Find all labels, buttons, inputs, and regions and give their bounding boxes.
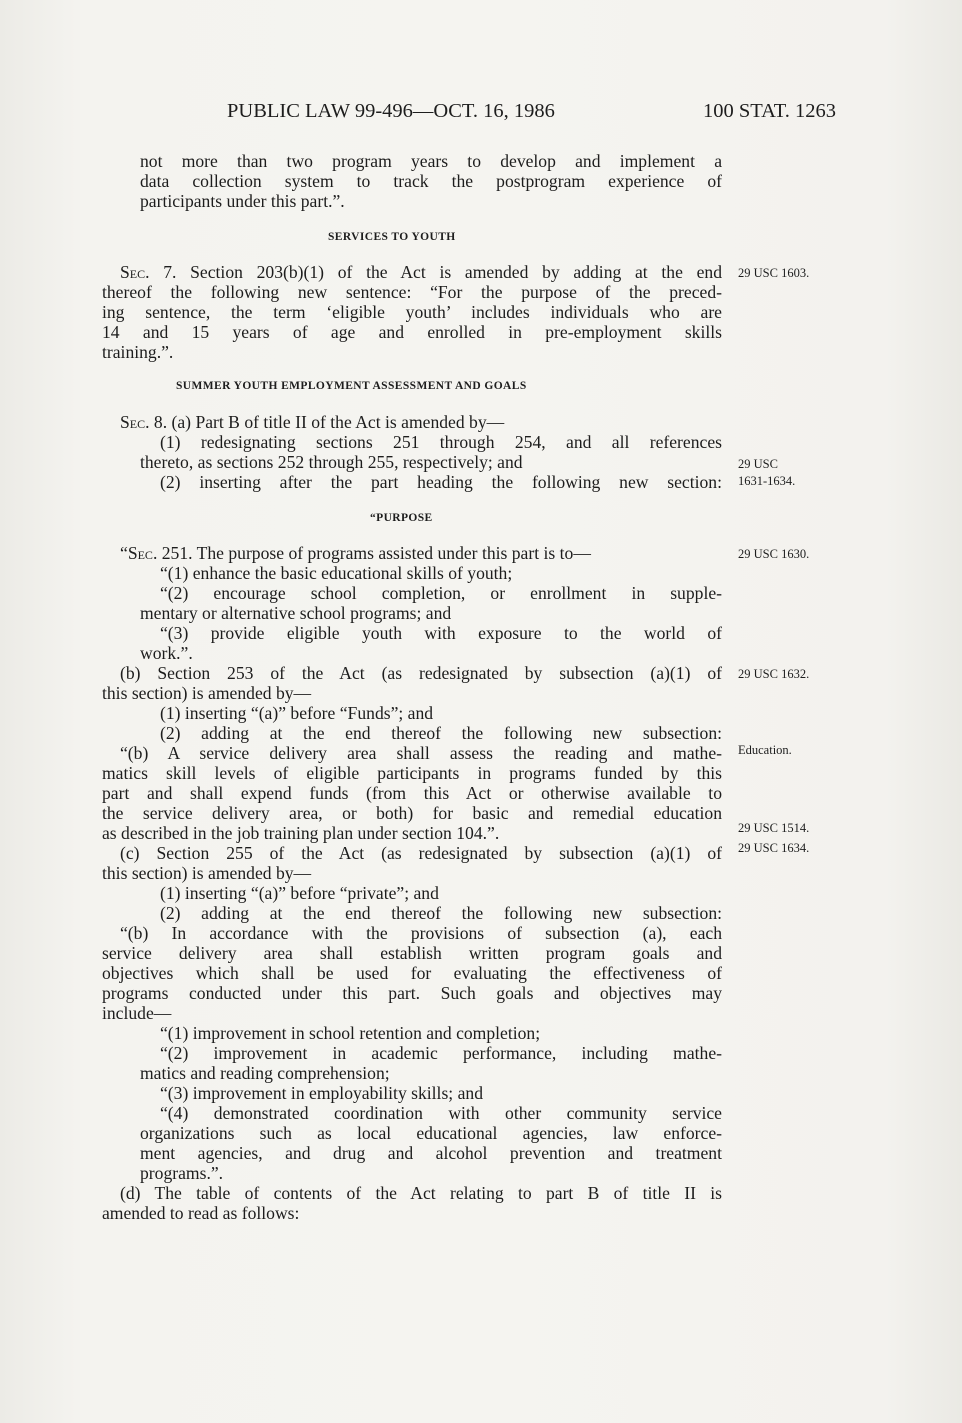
- text-line: as described in the job training plan under section 104.”.: [102, 823, 500, 843]
- margin-note: Education.: [738, 743, 792, 757]
- text-line: programs.”.: [140, 1163, 224, 1183]
- margin-note: 29 USC 1634.: [738, 841, 810, 855]
- text-line: (1) redesignating sections 251 through 254, and all references: [160, 432, 722, 452]
- text-line: participants under this part.”.: [140, 191, 345, 211]
- text-line: ing sentence, the term ‘eligible youth’ includes individuals who are: [102, 302, 722, 322]
- text-line: not more than two program years to develop and implement a: [140, 151, 722, 171]
- text-line: (2) adding at the end thereof the following new subsection:: [160, 903, 722, 923]
- text-line: matics skill levels of eligible participants in programs funded by this: [102, 763, 722, 783]
- text-line: thereof the following new sentence: “For the purpose of the preced-: [102, 282, 722, 302]
- text-line: this section) is amended by—: [102, 863, 312, 883]
- text-line: “(4) demonstrated coordination with other community service: [160, 1103, 722, 1123]
- section-heading: SUMMER YOUTH EMPLOYMENT ASSESSMENT AND GOALS: [176, 380, 527, 392]
- margin-note: 29 USC 1514.: [738, 821, 810, 835]
- text-line: (d) The table of contents of the Act relating to part B of title II is: [120, 1183, 722, 1203]
- text-line: include—: [102, 1003, 172, 1023]
- text-line: “(1) enhance the basic educational skills of youth;: [160, 563, 513, 583]
- text-line: the service delivery area, or both) for basic and remedial education: [102, 803, 722, 823]
- text-line: data collection system to track the postprogram experience of: [140, 171, 722, 191]
- text-line: (2) inserting after the part heading the following new section:: [160, 472, 722, 492]
- section-heading: “PURPOSE: [370, 512, 433, 524]
- margin-note: 29 USC: [738, 457, 778, 471]
- text-line: matics and reading comprehension;: [140, 1063, 390, 1083]
- text-line: “(1) improvement in school retention and completion;: [160, 1023, 541, 1043]
- text-line: work.”.: [140, 643, 193, 663]
- section-8-first-line: Sec. 8. (a) Part B of title II of the Act is amended by—: [120, 412, 505, 432]
- section-heading: SERVICES TO YOUTH: [328, 231, 456, 243]
- text-line: “(b) In accordance with the provisions of subsection (a), each: [120, 923, 722, 943]
- section-label: Sec. 8.: [120, 412, 172, 432]
- text-line: “(2) encourage school completion, or enrollment in supple-: [160, 583, 722, 603]
- text-line: this section) is amended by—: [102, 683, 312, 703]
- section-7-first-line: Sec. 7. Section 203(b)(1) of the Act is amended by adding at the end: [120, 262, 723, 282]
- margin-note: 29 USC 1630.: [738, 547, 810, 561]
- running-header-page: 100 STAT. 1263: [703, 100, 836, 122]
- text-line: “(3) provide eligible youth with exposure to the world of: [160, 623, 722, 643]
- text-line: “(2) improvement in academic performance, including mathe-: [160, 1043, 722, 1063]
- section-251-first-line: “Sec. 251. The purpose of programs assisted under this part is to—: [120, 543, 591, 563]
- text-line: (2) adding at the end thereof the following new subsection:: [160, 723, 722, 743]
- running-header-title: PUBLIC LAW 99-496—OCT. 16, 1986: [227, 100, 555, 122]
- text-line: (1) inserting “(a)” before “private”; and: [160, 883, 439, 903]
- text-line: 14 and 15 years of age and enrolled in pre-employment skills: [102, 322, 722, 342]
- margin-note: 1631-1634.: [738, 474, 796, 488]
- text-line: organizations such as local educational agencies, law enforce-: [140, 1123, 722, 1143]
- text-line: ment agencies, and drug and alcohol prevention and treatment: [140, 1143, 722, 1163]
- text-line: (c) Section 255 of the Act (as redesignated by subsection (a)(1) of: [120, 843, 722, 863]
- text-line: objectives which shall be used for evaluating the effectiveness of: [102, 963, 722, 983]
- text-line: part and shall expend funds (from this Act or otherwise available to: [102, 783, 722, 803]
- text-line: (1) inserting “(a)” before “Funds”; and: [160, 703, 434, 723]
- text-line: “(b) A service delivery area shall assess the reading and mathe-: [120, 743, 722, 763]
- text-line: amended to read as follows:: [102, 1203, 300, 1223]
- text-line: (b) Section 253 of the Act (as redesignated by subsection (a)(1) of: [120, 663, 722, 683]
- section-label: “Sec.: [120, 543, 162, 563]
- text-line: thereto, as sections 252 through 255, respectively; and: [140, 452, 523, 472]
- margin-note: 29 USC 1603.: [738, 266, 810, 280]
- text-line: service delivery area shall establish written program goals and: [102, 943, 722, 963]
- section-label: Sec. 7.: [120, 262, 191, 282]
- margin-note: 29 USC 1632.: [738, 667, 810, 681]
- text-line: training.”.: [102, 342, 174, 362]
- text-line: “(3) improvement in employability skills; and: [160, 1083, 483, 1103]
- text-line: mentary or alternative school programs; and: [140, 603, 452, 623]
- text-line: programs conducted under this part. Such goals and objectives may: [102, 983, 722, 1003]
